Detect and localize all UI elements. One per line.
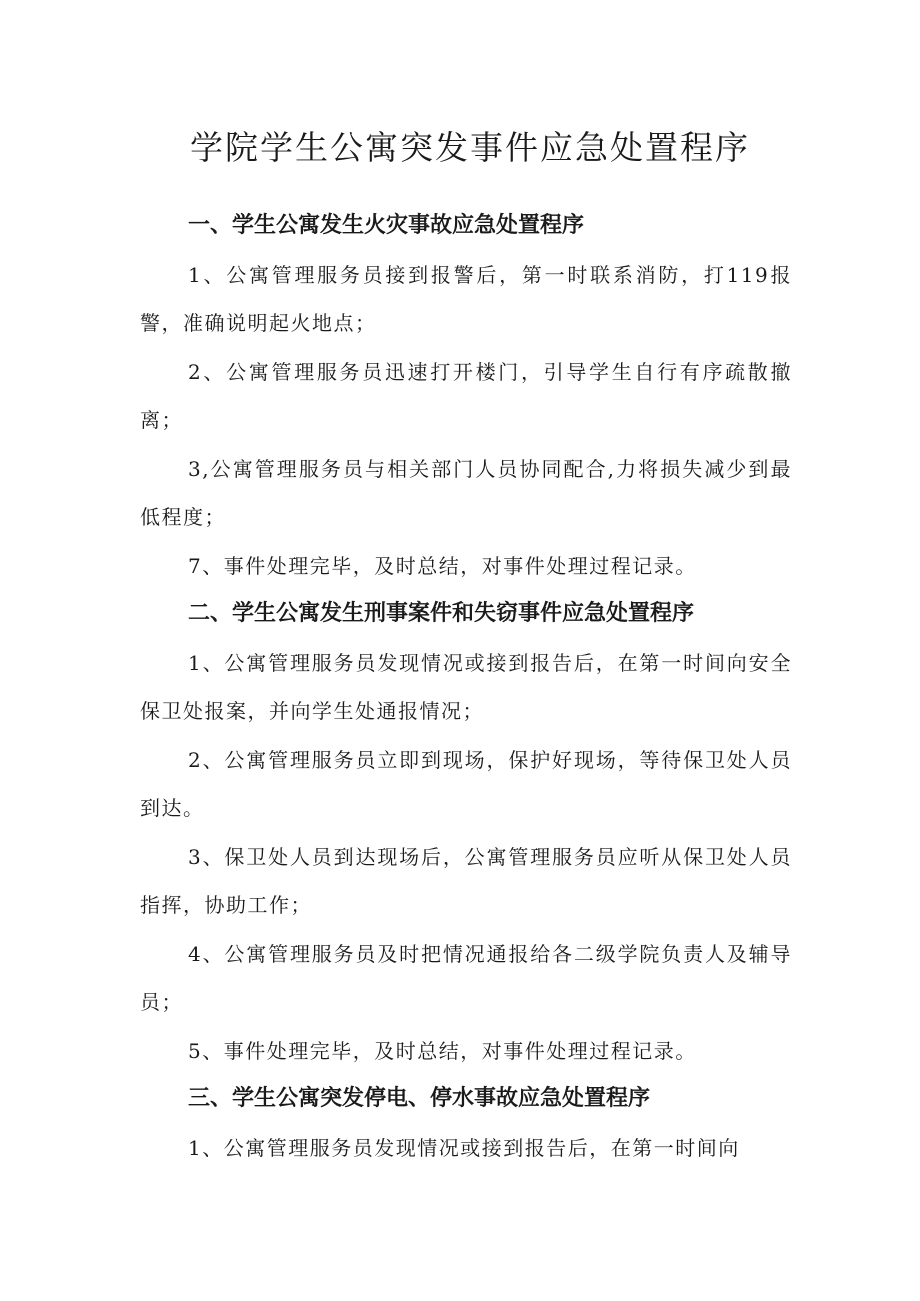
paragraph: 1、公寓管理服务员接到报警后，第一时联系消防，打119报警，准确说明起火地点； <box>140 262 792 335</box>
section-heading: 一、学生公寓发生火灾事故应急处置程序 <box>188 213 585 238</box>
section-fire <box>140 202 792 590</box>
section-heading: 二、学生公寓发生刑事案件和失窃事件应急处置程序 <box>188 601 695 626</box>
paragraph: 7、事件处理完毕，及时总结，对事件处理过程记录。 <box>188 553 697 578</box>
section-heading: 三、学生公寓突发停电、停水事故应急处置程序 <box>188 1086 651 1111</box>
paragraph: 3、保卫处人员到达现场后，公寓管理服务员应听从保卫处人员指挥，协助工作； <box>140 844 792 917</box>
paragraph: 1、公寓管理服务员发现情况或接到报告后，在第一时间向 <box>188 1135 740 1160</box>
paragraph: 3,公寓管理服务员与相关部门人员协同配合,力将损失减少到最低程度； <box>140 456 792 529</box>
document-title: 学院学生公寓突发事件应急处置程序 <box>190 128 750 167</box>
section-criminal-theft <box>140 590 792 1075</box>
paragraph: 2、公寓管理服务员立即到现场，保护好现场，等待保卫处人员到达。 <box>140 747 792 820</box>
paragraph: 4、公寓管理服务员及时把情况通报给各二级学院负责人及辅导员； <box>140 941 792 1014</box>
paragraph: 2、公寓管理服务员迅速打开楼门，引导学生自行有序疏散撤离； <box>140 359 792 432</box>
paragraph: 5、事件处理完毕，及时总结，对事件处理过程记录。 <box>188 1038 697 1063</box>
section-power-water-outage <box>140 1075 792 1172</box>
paragraph: 1、公寓管理服务员发现情况或接到报告后，在第一时间向安全保卫处报案，并向学生处通报情况； <box>140 650 792 723</box>
